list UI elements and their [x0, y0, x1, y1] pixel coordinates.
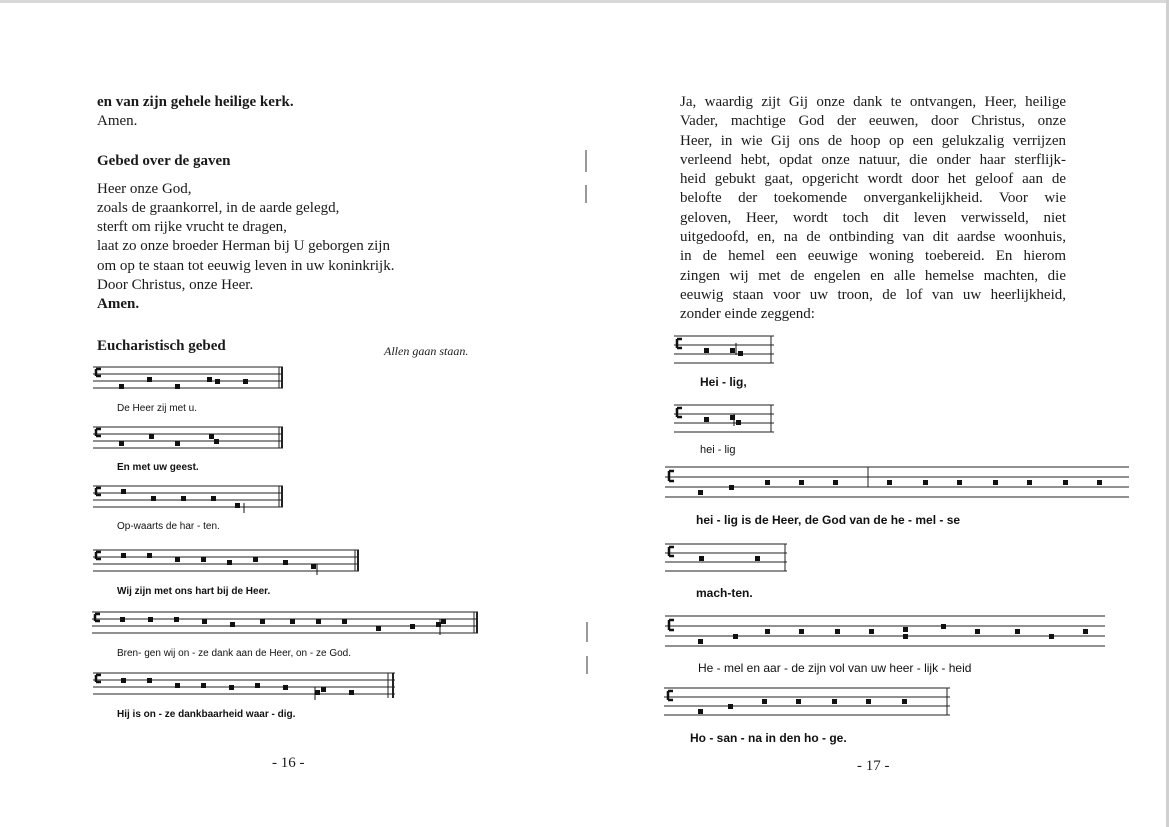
- chant-lyric: Hij is on - ze dankbaarheid waar - dig.: [117, 709, 296, 720]
- prayer-line: Door Christus, onze Heer.: [97, 277, 254, 293]
- chant-lyric: hei - lig: [700, 444, 736, 456]
- chant-lyric: Ho - san - na in den ho - ge.: [690, 731, 847, 745]
- preface-line: Vader, machtige God der eeuwen, door Christus, onze: [680, 113, 1066, 130]
- preface-line: zingen wij met de engelen en alle hemelse machten, die: [680, 267, 1066, 284]
- chant-staff: [93, 424, 285, 454]
- chant-lyric: mach-ten.: [696, 586, 753, 600]
- chant-staff: [664, 685, 952, 721]
- page-17: [585, 0, 1169, 827]
- chant-staff: [665, 541, 789, 577]
- chant-staff: [93, 547, 361, 579]
- chant-lyric: De Heer zij met u.: [117, 403, 198, 414]
- chant-lyric: Wij zijn met ons hart bij de Heer.: [117, 586, 271, 597]
- chant-staff: [665, 464, 1131, 504]
- preface-line: verleend hebt, opdat onze natuur, die onder haar sterflijk-: [680, 151, 1066, 168]
- amen-text: Amen.: [97, 113, 138, 129]
- section-title-gaven: Gebed over de gaven: [97, 153, 231, 169]
- preface-line: belofte der toekomende onvergankelijkheid. Voor wie: [680, 190, 1066, 207]
- page-16: [0, 0, 584, 827]
- rubric: Allen gaan staan.: [384, 344, 469, 358]
- chant-staff: [674, 333, 776, 367]
- chant-staff: [93, 364, 285, 394]
- prayer-line: om op te staan tot eeuwig leven in uw koninkrijk.: [97, 258, 395, 274]
- page-number: - 16 -: [272, 755, 305, 771]
- preface-line: Ja, waardig zijt Gij onze dank te ontvangen, Heer, heilige: [680, 94, 1066, 110]
- closing-line: en van zijn gehele heilige kerk.: [97, 94, 294, 110]
- preface-line: eeuwig staan voor uw troon, de lof van uw heerlijkheid,: [680, 286, 1066, 303]
- preface-line: in de hemel een eeuwige woning toebereid. En hierom: [680, 248, 1066, 265]
- chant-lyric: En met uw geest.: [117, 462, 199, 473]
- preface-line: uitgedoofd, en, na de ontbinding van dit aardse woonhuis,: [680, 229, 1066, 246]
- chant-lyric: Hei - lig,: [700, 375, 747, 389]
- chant-lyric: hei - lig is de Heer, de God van de he - mel - se: [696, 513, 961, 527]
- chant-lyric: Op-waarts de har - ten.: [117, 521, 220, 532]
- chant-staff: [93, 483, 285, 517]
- chant-staff: [92, 609, 480, 641]
- section-title-eucharist: Eucharistisch gebed: [97, 338, 226, 354]
- preface-line: zonder einde zeggend:: [680, 306, 815, 323]
- preface-line: Heer, in wie Gij ons de hoop op een gelukzalig verrijzen: [680, 132, 1066, 149]
- page-number: - 17 -: [857, 758, 890, 774]
- chant-lyric: Bren- gen wij on - ze dank aan de Heer, on - ze God.: [117, 648, 352, 659]
- prayer-line: Heer onze God,: [97, 181, 192, 197]
- chant-staff: [665, 613, 1107, 653]
- preface-line: geloven, Heer, wordt toch dit leven verwisseld, niet: [680, 209, 1066, 226]
- amen-bold: Amen.: [97, 296, 140, 312]
- prayer-line: zoals de graankorrel, in de aarde gelegd,: [97, 200, 340, 216]
- preface-line: heid gebukt gaat, opgericht wordt door het geloof aan de: [680, 171, 1066, 188]
- chant-lyric: He - mel en aar - de zijn vol van uw heer - lijk - heid: [698, 661, 972, 675]
- preface-text: [680, 93, 1066, 325]
- chant-staff: [674, 402, 776, 436]
- prayer-line: laat zo onze broeder Herman bij U geborgen zijn: [97, 238, 390, 254]
- prayer-line: sterft om rijke vrucht te dragen,: [97, 219, 287, 235]
- chant-staff: [93, 670, 397, 702]
